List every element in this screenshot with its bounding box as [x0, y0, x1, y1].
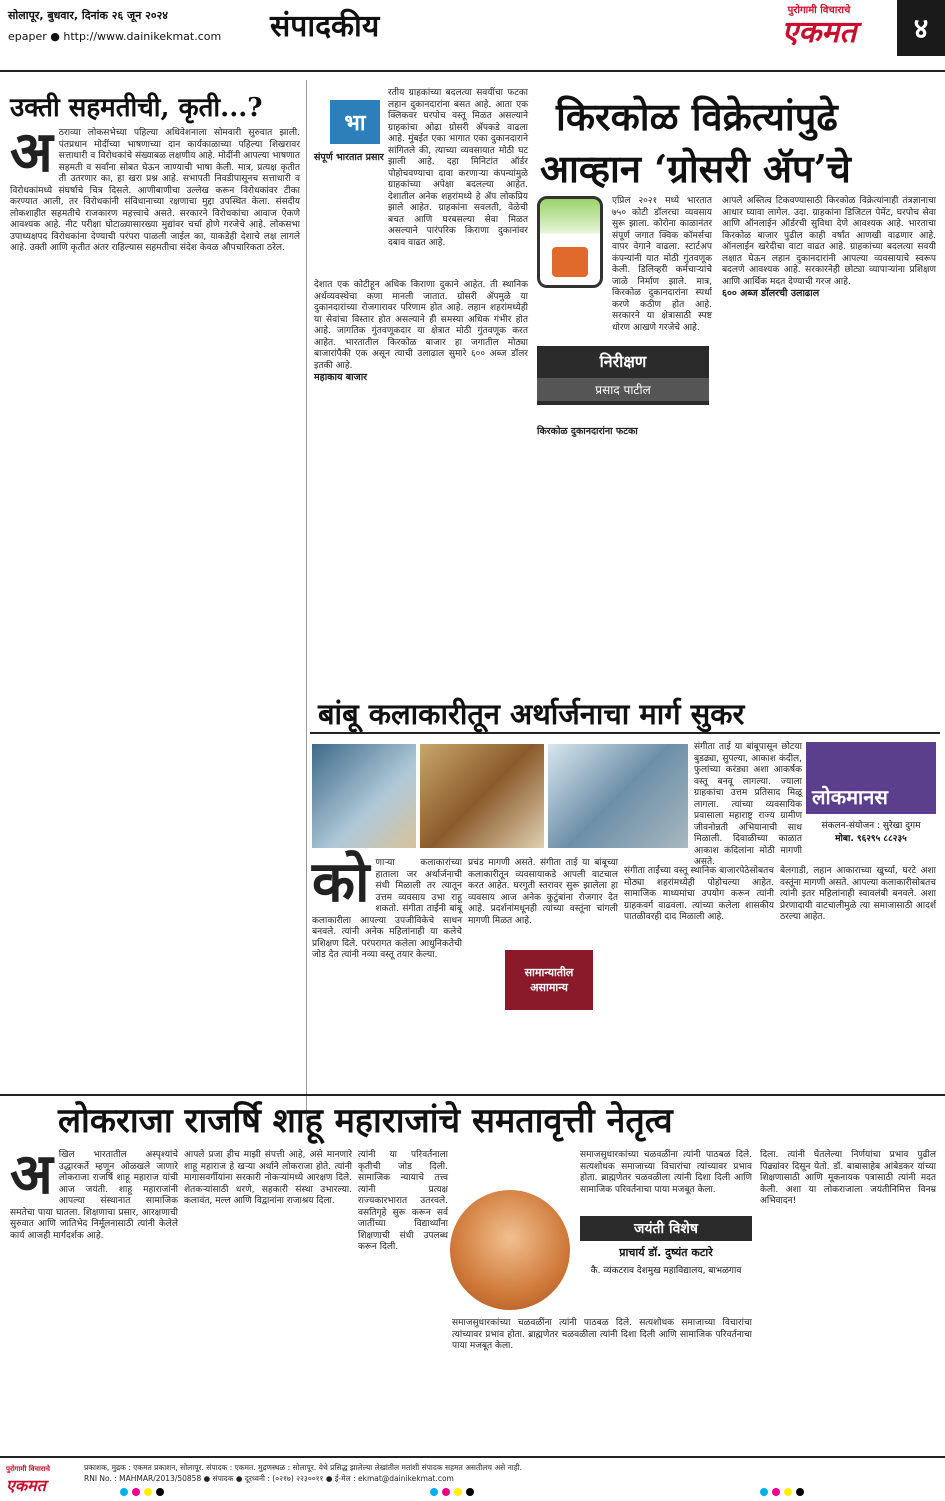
editorial-headline: उक्ती सहमतीची, कृती...?: [10, 93, 263, 123]
lokmanas-title: लोकमानस: [812, 785, 888, 809]
grocery-sub4: ६०० अब्ज डॉलरची उलाढाल: [722, 288, 820, 299]
footer-imprint: [84, 1462, 934, 1484]
grocery-col4-text: आपले अस्तित्व टिकवण्यासाठी किरकोळ विक्रेत्यांनाही तंत्रज्ञानाचा आधार घ्यावा लागेल. उदा. ग्राहकांना डिजिटल पेमेंट, घरपोच सेवा आणि ऑनलाईन ऑर्डरची सुविधा देणे आवश्यक आहे. भारताचा किरकोळ बाजार पुढील काही वर्षांत आणखी वाढणार आहे. ऑनलाईन खरेदीचा वाटा वाढत आहे. ग्राहकांच्या बदलत्या सवयी लक्षात घेऊन लहान दुकानदारांनी आपल्या व्यवसायाचे स्वरूप बदलणे आवश्यक आहे. सरकारनेही छोट्या व्यापाऱ्यांना प्रशिक्षण आणि आर्थिक मदत देण्याची गरज आहे.: [722, 196, 936, 287]
brand-logo: [749, 2, 889, 50]
bamboo-col3: संगीता ताईंच्या वस्तू स्थानिक बाजारपेठेसोबतच मोठ्या शहरांमध्येही पोहोचल्या आहेत. सामाजिक माध्यमांचा उपयोग करून त्यांनी ग्राहकवर्ग वाढवला. त्यांच्या कलेला शासकीय पातळीवरही दाद मिळाली आहे.: [624, 866, 774, 922]
jayanti-byline: [580, 1216, 752, 1276]
registration-marks-center: [430, 1488, 510, 1498]
magenta-mark: [442, 1488, 450, 1496]
shahu-col1-text: खिल भारतातील अस्पृश्यांचे उद्धारकर्ते म्हणून ओळखले जाणारे लोकराजा राजर्षि शाहू महाराज यांची आज जयंती. शाहू महाराजांनी आपल्या संस्थानात सामाजिक समतेचा पाया घातला. शिक्षणाचा प्रसार, आरक्षणाची सुरुवात आणि जातिभेद निर्मूलनासाठी त्यांनी केलेले कार्य आजही मार्गदर्शक आहे.: [10, 1150, 178, 1241]
byline-section: निरीक्षण: [599, 352, 647, 371]
yellow-mark: [144, 1488, 152, 1496]
column-divider: [306, 80, 307, 1120]
bamboo-photo-2: [420, 744, 544, 848]
black-mark: [466, 1488, 474, 1496]
shahu-col2: आपले प्रजा हीच माझी संपत्ती आहे, असे मानणारे शाहू महाराज हे खऱ्या अर्थाने लोकराजा होते. त्यांनी मागासवर्गीयांना सरकारी नोकऱ्यांमध्ये आरक्षण दिले. शेतकऱ्यांसाठी धरणे, सहकारी संस्था उभारल्या. कलावंत, मल्ल आणि विद्वानांना राजाश्रय दिला.: [184, 1150, 352, 1206]
black-mark: [796, 1488, 804, 1496]
bamboo-photo-3: [548, 744, 688, 848]
editorial-text: ठराव्या लोकसभेच्या पहिल्या अधिवेशनाला सोमवारी सुरुवात झाली. पंतप्रधान मोदींच्या भाषणाच्या दान कार्यकाळाच्या पहिल्या शिखरावर सत्ताधारी व विरोधकांचे संख्याबळ लक्षणीय आहे. मोदींनी आपल्या भाषणात सहमती व सर्वांना सोबत घेऊन जाण्याची भाषा केली. मात्र, प्रत्यक्ष कृतीत ती उतरणार का, हा खरा प्रश्न आहे. सभापती निवडीपासूनच सत्ताधारी व विरोधकांमध्ये संघर्षाचे चित्र दिसले. आणीबाणीचा उल्लेख करून विरोधकांवर टीका करण्यात आली, तर विरोधकांनी संविधानाच्या रक्षणाचा मुद्दा उपस्थित केला. संसदीय लोकशाहीत सहमतीचे राजकारण महत्त्वाचे असते. सरकारने विरोधकांचा आवाज ऐकणे आवश्यक आहे. नीट परीक्षा घोटाळ्यासारख्या मुद्यांवर चर्चा होणे गरजेचे आहे. लोकसभा उपाध्यक्षपद विरोधकांना देण्याची परंपरा पाळली जाईल का, याकडेही देशाचे लक्ष लागले आहे. उक्ती आणि कृतीत अंतर राहिल्यास सहमतीचा संदेश केवळ औपचारिकता ठरेल.: [10, 128, 300, 253]
bamboo-col1-text: णाऱ्या कलाकारांच्या हाताला जर अर्थार्जनाची संधी मिळाली तर त्यातून उत्तम व्यवसाय उभा राहू शकतो. संगीता ताईंनी बांबू कलाकारीला आपल्या उपजीविकेचे साधन बनवले. त्यांनी अनेक महिलांनाही या कलेचे प्रशिक्षण दिले. परंपरागत कलेला आधुनिकतेची जोड देत त्यांनी नव्या वस्तू तयार केल्या.: [312, 858, 462, 960]
lokmanas-compiler: संकलन-संयोजन : सुरेखा दुगम: [821, 821, 921, 831]
editorial-body: [10, 119, 300, 1108]
grocery-col3: [537, 426, 715, 726]
shahu-col5: दिला. त्यांनी घेतलेल्या निर्णयांचा प्रभाव पुढील पिढ्यांवर दिसून येतो. डॉ. बाबासाहेब आंबेडकर यांच्या शिक्षणासाठी आणि मूकनायक पत्रासाठी त्यांनी मदत केली. अशा या लोकराजाला जयंतीनिमित्त विनम्र अभिवादन!: [760, 1150, 936, 1206]
footer-logo-name: एकमत: [6, 1476, 46, 1495]
page-header: [0, 0, 945, 72]
bamboo-top-col: संगीता ताई या बांबूपासून छोटया बुडढ्या, सुपल्या, आकाश कंदील, फुलांच्या करंड्या अशा आकर्षक वस्तू बनवू लागल्या. ज्याला ग्राहकांचा उत्तम प्रतिसाद मिळू लागला. त्यांच्या व्यवसायिक प्रवासाला महाराष्ट्र राज्य ग्रामीण जीवनोन्नती अभियानाची साथ मिळाली. दिवाळीच्या काळात आकाश कंदिलांना मोठी मागणी असते.: [694, 742, 802, 867]
page-number: ४: [897, 0, 945, 56]
grocery-col1-intro: रतीय ग्राहकांच्या बदलत्या सवयींचा फटका लहान दुकानदारांना बसत आहे. आता एक क्लिकवर घरपोच वस्तू मिळत असल्याने ग्राहकांचा ओढा ग्रोसरी ॲपकडे वाढला आहे. मुंबईत एका भागात एका दुकानदाराने सांगितले की, त्याच्या व्यवसायात मोठी घट झाली आहे. दहा मिनिटांत ऑर्डर पोहोचवण्याचा दावा करणाऱ्या कंपन्यांमुळे ग्राहकांच्या अपेक्षा बदलल्या आहेत. देशातील अनेक शहरांमध्ये हे ॲप लोकप्रिय झाले आहेत. ग्राहकांना सवलती, वेळेची बचत आणि घरबसल्या सेवा मिळत असल्याने पारंपरिक किराणा दुकानांवर दबाव वाढत आहे.: [388, 88, 528, 248]
black-mark: [156, 1488, 164, 1496]
grocery-col4: [722, 196, 936, 726]
shahu-dropcap: अ: [10, 1141, 53, 1207]
footer-line-1: प्रकाशक, मुद्रक : एकमत प्रकाशन, सोलापूर. संपादक : एकमत. मुद्रणस्थळ : सोलापूर. येथे प्रसिद्ध झालेल्या लेखांतील मतांशी संपादक सहमत असतीलच असे नाही.: [84, 1463, 523, 1472]
lokmanas-banner: [806, 742, 936, 814]
bamboo-col4: बेलगाडी, लहान आकाराच्या खुर्च्या, घरटे अशा वस्तूंना मागणी असते. आपल्या कलाकारीसोबतच त्यांनी इतर महिलांनाही स्वावलंबी बनवले. अशा प्रेरणादायी वाटचालीमुळे त्या समाजासाठी आदर्श ठरल्या आहेत.: [780, 866, 936, 922]
shahu-col1: [10, 1141, 178, 1450]
cyan-mark: [120, 1488, 128, 1496]
registration-marks-left: [120, 1488, 200, 1498]
grocery-col3-top: एप्रिल २०२१ मध्ये भारतात ७५० कोटी डॉलरचा व्यवसाय सुरू झाला. कोरोना काळानंतर संपूर्ण जगात क्विक कॉमर्सचा वापर वेगाने वाढला. स्टार्टअप कंपन्यांनी यात मोठी गुंतवणूक केली. डिलिव्हरी कर्मचाऱ्यांचे जाळे निर्माण झाले. मात्र, किरकोळ दुकानदारांना स्पर्धा करणे कठीण होत आहे. सरकारने या क्षेत्रासाठी स्पष्ट धोरण आखणे गरजेचे आहे.: [612, 196, 712, 333]
website-link[interactable]: epaper ● http://www.dainikekmat.com: [8, 30, 222, 43]
bamboo-photo-1: [312, 744, 416, 848]
issue-date: सोलापूर, बुधवार, दिनांक २६ जून २०२४: [8, 9, 169, 22]
grocery-col2-text: देशात एक कोटीहून अधिक किराणा दुकाने आहेत. ती स्थानिक अर्थव्यवस्थेचा कणा मानली जातात. ग्रोसरी ॲपमुळे या दुकानदारांच्या रोजगारावर परिणाम होत आहे. लहान शहरांमध्येही या सेवांचा विस्तार होत असल्याने ही समस्या अधिक गंभीर होत आहे. जागतिक गुंतवणूकदार या क्षेत्रात मोठी गुंतवणूक करत आहेत. भारतातील किरकोळ बाजार हा जगातील मोठ्या बाजारांपैकी एक असून त्याची उलाढाल सुमारे ६०० अब्ज डॉलर इतकी आहे.: [314, 280, 528, 371]
grocery-col2: [314, 280, 528, 680]
cyan-mark: [760, 1488, 768, 1496]
byline-author: प्रसाद पाटील: [537, 378, 709, 401]
samanya-badge: सामान्यातील असामान्य: [505, 950, 593, 1010]
magenta-mark: [132, 1488, 140, 1496]
shahu-col3: त्यांनी या परिवर्तनाला कृतीची जोड दिली. सामाजिक न्यायाचे तत्त्व त्यांनी प्रत्यक्ष राज्यकारभारात उतरवले. वसतिगृहे सुरू करून सर्व जातींच्या विद्यार्थ्यांना शिक्षणाची संधी उपलब्ध करून दिली.: [358, 1150, 448, 1252]
bamboo-headline: बांबू कलाकारीतून अर्थार्जनाचा मार्ग सुकर: [318, 697, 745, 731]
jayanti-institution: कै. व्यंकटराव देशमुख महाविद्यालय, बाभळगाव: [590, 1266, 742, 1276]
shahu-headline: लोकराजा राजर्षि शाहू महाराजांचे समतावृत्ती नेतृत्व: [58, 1101, 673, 1141]
bamboo-col1: [312, 849, 462, 1088]
basket-icon: [552, 247, 588, 277]
editorial-dropcap: अ: [10, 119, 53, 185]
shahu-col4: समाजसुधारकांच्या चळवळींना त्यांनी पाठबळ दिले. सत्यशोधक समाजाच्या विचारांचा त्यांच्यावर प्रभाव होता. ब्राह्मणेतर चळवळीला त्यांनी दिशा दिली आणि सामाजिक परिवर्तनाचा पाया मजबूत केला.: [580, 1150, 752, 1195]
lokmanas-mobile: मोबा. ९६२९५ ८८२३५: [835, 834, 907, 844]
jayanti-section: जयंती विशेष: [580, 1216, 752, 1241]
footer-logo: [6, 1464, 76, 1496]
grocery-app-phone-image: [537, 196, 603, 288]
brand-name: एकमत: [781, 15, 857, 50]
bamboo-col2: प्रचंड मागणी असते. संगीता ताई या बांबूच्या कलाकारीतून व्यवसायाकडे आपली वाटचाल करत आहेत. घरगुती स्तरावर सुरू झालेला हा व्यवसाय आज अनेक कुटुंबांना रोजगार देत आहे. प्रदर्शनांमधूनही त्यांच्या वस्तूंना चांगली मागणी मिळत आहे.: [468, 858, 618, 926]
footer-logo-tagline: पुरोगामी विचाराचे: [6, 1464, 50, 1473]
shahu-maharaj-portrait: [450, 1190, 570, 1310]
byline-box: [537, 346, 709, 405]
grocery-sub3: किरकोळ दुकानदारांना फटका: [537, 426, 638, 437]
registration-marks-right: [760, 1488, 840, 1498]
cyan-mark: [430, 1488, 438, 1496]
jayanti-author: प्राचार्य डॉ. दुष्यंत कटारे: [619, 1246, 713, 1259]
grocery-sub1: संपूर्ण भारतात प्रसार: [314, 152, 384, 163]
dropcap-box: भा: [330, 100, 380, 144]
footer-line-2: RNI No. : MAHMAR/2013/50858 ● संपादक ● दूरध्वनी : (०२१७) २२३००११ ● ई-मेल : ekmat@dainikekmat.com: [84, 1474, 454, 1483]
section-title: संपादकीय: [270, 9, 380, 44]
shahu-bottom-text: समाजसुधारकांच्या चळवळींना त्यांनी पाठबळ दिले. सत्यशोधक समाजाच्या विचारांचा त्यांच्यावर प्रभाव होता. ब्राह्मणेतर चळवळीला त्यांनी दिशा दिली आणि सामाजिक परिवर्तनाचा पाया मजबूत केला.: [452, 1318, 752, 1351]
brand-tagline: पुरोगामी विचाराचे: [787, 5, 851, 16]
bamboo-dropcap: को: [312, 849, 370, 915]
yellow-mark: [454, 1488, 462, 1496]
grocery-headline-line1: किरकोळ विक्रेत्यांपुढे: [556, 94, 838, 139]
lokmanas-box: [806, 742, 936, 858]
grocery-headline-line2: आव्हान ‘ग्रोसरी ॲप’चे: [540, 146, 851, 191]
yellow-mark: [784, 1488, 792, 1496]
magenta-mark: [772, 1488, 780, 1496]
grocery-sub2: महाकाय बाजार: [314, 372, 368, 383]
grocery-col1: [314, 152, 528, 272]
